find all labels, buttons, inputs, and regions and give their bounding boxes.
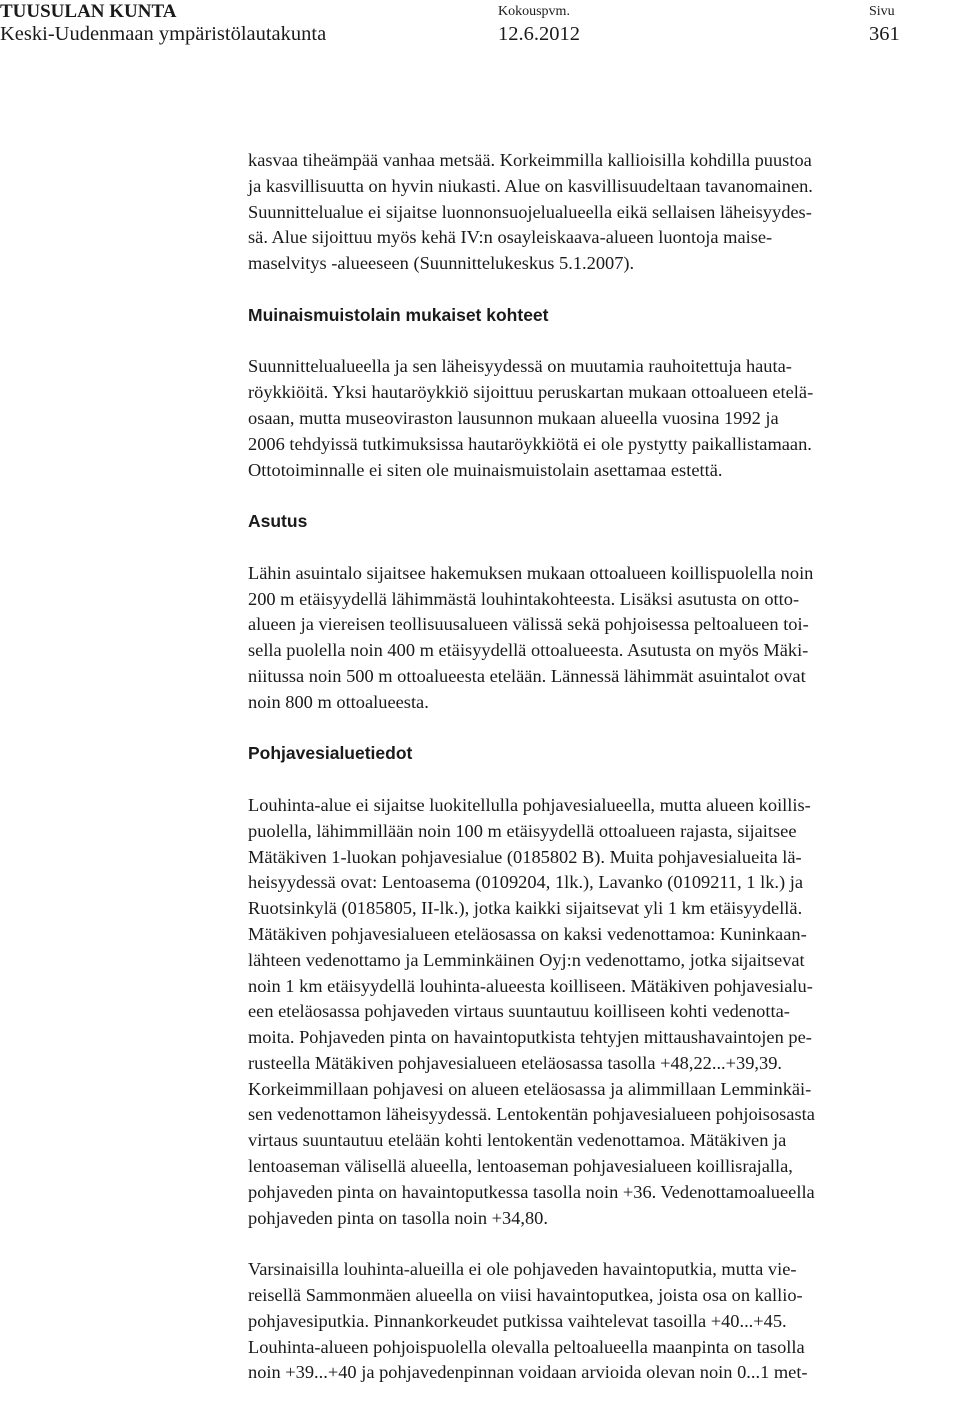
- page-header: [0, 0, 960, 52]
- meeting-date-label: Kokouspvm.: [498, 4, 570, 19]
- meeting-date: 12.6.2012: [498, 23, 580, 45]
- intro-paragraph: kasvaa tiheämpää vanhaa metsää. Korkeimmilla kallioisilla kohdilla puustoa ja kasvillisuutta on hyvin niukasti. Alue on kasvillisuudeltaan tavanomainen. Suunnittelualue ei sijaitse luonnonsuojelualueella eikä sellaisen läheisyydes- sä. Alue sijoittuu myös kehä IV:n osayleiskaava-alueen luontoja maise- maselvitys -alueeseen (Suunnittelukeskus 5.1.2007).: [248, 150, 813, 274]
- document-body: [248, 148, 958, 1386]
- organization-name: TUUSULAN KUNTA: [0, 1, 177, 22]
- committee-name: Keski-Uudenmaan ympäristölautakunta: [0, 23, 327, 45]
- heading-groundwater: Pohjavesialuetiedot: [248, 743, 413, 764]
- page-label: Sivu: [869, 4, 895, 19]
- heading-housing: Asutus: [248, 511, 308, 532]
- paragraph-antiquities: Suunnittelualueella ja sen läheisyydessä on muutamia rauhoitettuja hauta- röykkiöitä. Yksi hautaröykkiö sijoittuu peruskartan mukaan ottoalueen etelä- osaan, mutta museoviraston lausunnon mukaan alueella vuosina 1992 ja 2006 tehdyissä tutkimuksissa hautaröykkiötä ei ole pystytty paikallistamaan. Ottotoiminnalle ei siten ole muinaismuistolain asettamaa estettä.: [248, 356, 814, 480]
- heading-antiquities: Muinaismuistolain mukaiset kohteet: [248, 304, 549, 325]
- paragraph-groundwater-2: Varsinaisilla louhinta-alueilla ei ole pohjaveden havaintoputkia, mutta vie- reisellä Sammonmäen alueella on viisi havaintoputkea, joista osa on kallio- pohjavesiputkia. Pinnankorkeudet putkissa vaihtelevat tasoilla +40...+45. Louhinta-alueen pohjoispuolella olevalla peltoalueella maanpinta on tasolla noin +39...+40 ja pohjavedenpinnan voidaan arvioida olevan noin 0...1 met-: [248, 1259, 808, 1383]
- page-number: 361: [869, 23, 900, 45]
- paragraph-groundwater-1: Louhinta-alue ei sijaitse luokitellulla pohjavesialueella, mutta alueen koillis- puolella, lähimmillään noin 100 m etäisyydellä ottoalueen rajasta, sijaitsee Mätäkiven 1-luokan pohjavesialue (0185802 B). Muita pohjavesialueita lä- heisyydessä ovat: Lentoasema (0109204, 1lk.), Lavanko (0109211, 1 lk.) ja Ruotsinkylä (0185805, II-lk.), jotka kaikki sijaitsevat yli 1 km etäisyydellä. Mätäkiven pohjavesialueen eteläosassa on kaksi vedenottamoa: Kuninkaan- lähteen vedenottamo ja Lemminkäinen Oyj:n vedenottamo, jotka sijaitsevat noin 1 km etäisyydellä louhinta-alueesta koilliseen. Mätäkiven pohjavesialu- een eteläosassa pohjaveden virtaus suuntautuu koilliseen kohti vedenotta- moita. Pohjaveden pinta on havaintoputkista tehtyjen mittaushavaintojen pe- rusteella Mätäkiven pohjavesialueen eteläosassa tasolla +48,22...+39,39. Korkeimmillaan pohjavesi on alueen eteläosassa ja alimmillaan Lemminkäi- sen vedenottamon läheisyydessä. Lentokentän pohjavesialueen pohjoisosasta virtaus suuntautuu etelään kohti lentokentän vedenottamoa. Mätäkiven ja lentoaseman välisellä alueella, lentoaseman pohjavesialueen koillisrajalla, pohjaveden pinta on havaintoputkessa tasolla noin +36. Vedenottamoalueella pohjaveden pinta on tasolla noin +34,80.: [248, 794, 815, 1228]
- paragraph-housing: Lähin asuintalo sijaitsee hakemuksen mukaan ottoalueen koillispuolella noin 200 m etäisyydellä lähimmästä louhintakohteesta. Lisäksi asutusta on otto- alueen ja viereisen teollisuusalueen välissä sekä pohjoisessa peltoalueen toi- sella puolella noin 400 m etäisyydellä ottoalueesta. Asutusta on myös Mäki- niitussa noin 500 m ottoalueesta etelään. Lännessä lähimmät asuintalot ovat noin 800 m ottoalueesta.: [248, 562, 814, 712]
